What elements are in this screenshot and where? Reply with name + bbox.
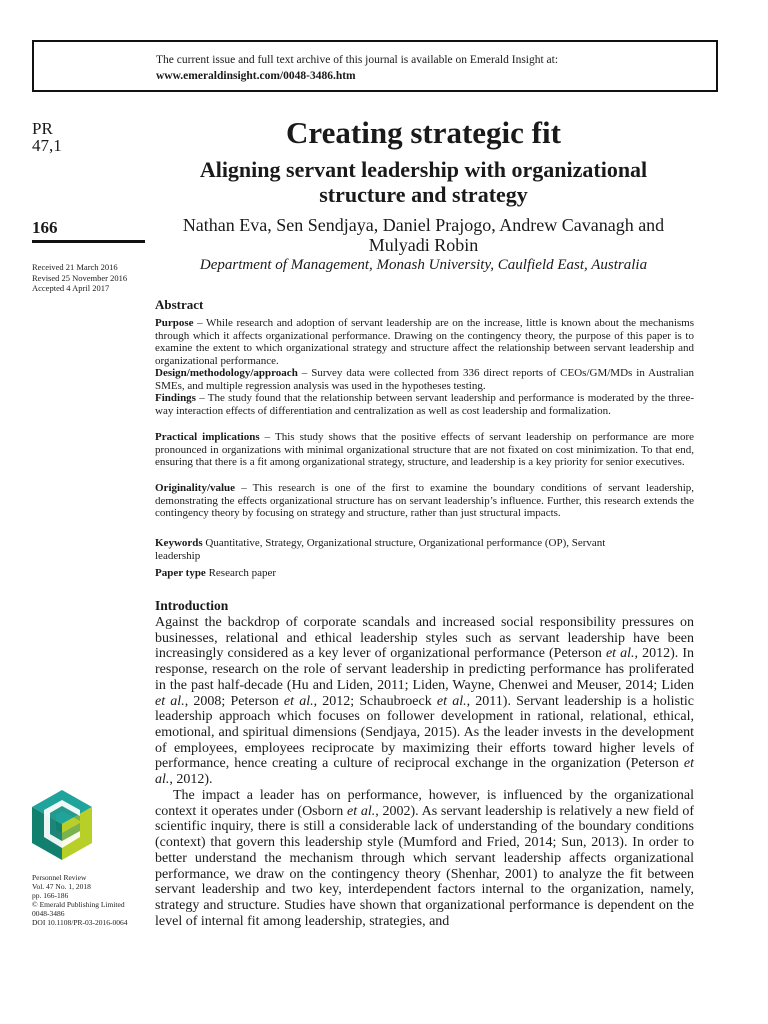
intro-p1-text: , 2012). In response, research on the role of servant leadership in predicting performance has proliferated in the past half-decade (Hu and Liden, 2011; Liden, Wayne, Chenwei and Meuser, 2014; Liden xyxy=(155,646,694,693)
findings-label: Findings xyxy=(155,392,196,404)
intro-p2-text: , 2002). As servant leadership is relatively a new field of scientific inquiry, there is still a considerable lack of understanding of the boundary conditions (context) that govern this leadership style (Mumford and Fried, 2014; Sun, 2013). In order to better understand the mechanism through which servant leadership affects organizational performance, we draw on the contingency theory (Shenhar, 2001) to analyze the fit between servant leadership and two key, interdependent factors internal to the organization, namely, strategy and structure. Studies have shown that organizational performance is dependent on the level of internal fit among leadership, strategies, and xyxy=(155,803,695,929)
footer-doi[interactable]: DOI 10.1108/PR-03-2016-0064 xyxy=(32,918,128,927)
volume-issue: 47,1 xyxy=(32,136,62,155)
et-al: et al. xyxy=(155,756,694,788)
abstract-design xyxy=(155,367,694,392)
introduction-heading: Introduction xyxy=(155,598,229,613)
intro-p1-text: Against the backdrop of corporate scandals and increased social responsibility pressures on businesses, relational and ethical leadership styles such as servant leadership have been increasingly considered as a key lever of organizational performance (Peterson xyxy=(155,615,694,662)
received-date: Received 21 March 2016 xyxy=(32,262,118,272)
article-history xyxy=(32,262,127,294)
page-number: 166 xyxy=(32,218,58,237)
notice-text: The current issue and full text archive of this journal is available on Emerald Insight at: xyxy=(156,54,559,66)
purpose-text: – While research and adoption of servant leadership are on the increase, little is known about the mechanisms through which it affects organizational performance. Drawing on the contingency theory, the purpose of this paper is to examine the extent to which organizational strategy and structure affect the relationship between servant leadership and organizational performance. xyxy=(155,317,694,367)
author-affiliation: Department of Management, Monash University, Caulfield East, Australia xyxy=(199,257,648,273)
footer-issn: 0048-3486 xyxy=(32,909,65,918)
citation-footer xyxy=(32,873,128,927)
footer-journal: Personnel Review xyxy=(32,873,87,882)
keywords-label: Keywords xyxy=(155,537,203,549)
et-al: et al. xyxy=(155,693,185,709)
et-al: et al. xyxy=(605,646,635,662)
journal-access-notice xyxy=(32,40,718,92)
design-text: – Survey data were collected from 336 direct reports of CEOs/GM/MDs in Australian SMEs, and multiple regression analysis was used in the hypotheses testing. xyxy=(155,367,694,392)
abstract-paper-type xyxy=(155,567,694,580)
abstract-purpose xyxy=(155,317,694,367)
intro-paragraph-1 xyxy=(155,615,694,788)
originality-text: – This research is one of the first to examine the boundary conditions of servant leadership, demonstrating the effects organizational structure has on servant leadership’s influence. Further, this research extends the contingency theory by focusing on strategy and structure, rather than just structural impacts. xyxy=(155,482,694,519)
abstract-originality xyxy=(155,482,694,520)
footer-copyright: © Emerald Publishing Limited xyxy=(32,900,125,909)
findings-text: – The study found that the relationship between servant leadership and performance is moderated by the three-way interaction effects of differentiation and centralization as well as cost leadership and formalization. xyxy=(155,392,694,417)
footer-volume: Vol. 47 No. 1, 2018 xyxy=(32,882,91,891)
journal-url[interactable]: www.emeraldinsight.com/0048-3486.htm xyxy=(156,70,356,82)
journal-abbrev: PR xyxy=(32,119,53,138)
article-title: Creating strategic fit xyxy=(286,115,561,150)
papertype-text: Research paper xyxy=(205,567,277,579)
papertype-label: Paper type xyxy=(155,567,206,579)
article-subtitle: Aligning servant leadership with organizational structure and strategy xyxy=(199,157,648,207)
intro-p1-text: , 2012). xyxy=(169,772,213,788)
et-al: et al. xyxy=(436,693,467,709)
purpose-label: Purpose xyxy=(155,317,194,329)
intro-p1-text: , 2012; Schaubroeck xyxy=(313,693,437,709)
practical-label: Practical implications xyxy=(155,431,260,443)
accepted-date: Accepted 4 April 2017 xyxy=(32,283,110,293)
abstract-keywords xyxy=(155,537,635,562)
intro-p1-text: , 2011). Servant leadership is a holistic leadership approach which focuses on follower development in rational, relational, ethical, emotional, and spiritual dimensions (Sendjaya, 2015). As the leader invests in the development of employees, employees reciprocate by maximizing their efforts toward higher levels of performance, hence creating a culture of reciprocal exchange in the organization (Peterson xyxy=(155,693,695,772)
revised-date: Revised 25 November 2016 xyxy=(32,272,128,283)
et-al: et al. xyxy=(347,803,376,819)
et-al: et al. xyxy=(283,693,314,709)
footer-pages: pp. 166-186 xyxy=(32,891,69,900)
abstract-heading: Abstract xyxy=(155,297,204,312)
keywords-text: Quantitative, Strategy, Organizational structure, Organizational performance (OP), Servant leadership xyxy=(155,537,606,562)
emerald-publishing-logo-icon xyxy=(30,790,94,862)
abstract-findings xyxy=(155,392,694,417)
journal-volume-marker xyxy=(32,120,62,154)
intro-paragraph-2 xyxy=(155,788,694,929)
page-number-rule xyxy=(32,240,145,243)
design-label: Design/methodology/approach xyxy=(155,367,298,379)
intro-p2-text: The impact a leader has on performance, however, is influenced by the organizational context it operates under (Osborn xyxy=(155,788,694,819)
practical-text: – This study shows that the positive effects of servant leadership on performance are more pronounced in organizations with minimal organizational structure that are not fixated on cost minimization. To that end, ensuring that there is a fit among organizational strategy, structure, and leadership is a key priority for senior executives. xyxy=(155,431,695,468)
originality-label: Originality/value xyxy=(155,482,236,494)
abstract-practical xyxy=(155,431,694,469)
intro-p1-text: , 2008; Peterson xyxy=(184,693,284,709)
author-list: Nathan Eva, Sen Sendjaya, Daniel Prajogo, Andrew Cavanagh and Mulyadi Robin xyxy=(182,215,665,255)
